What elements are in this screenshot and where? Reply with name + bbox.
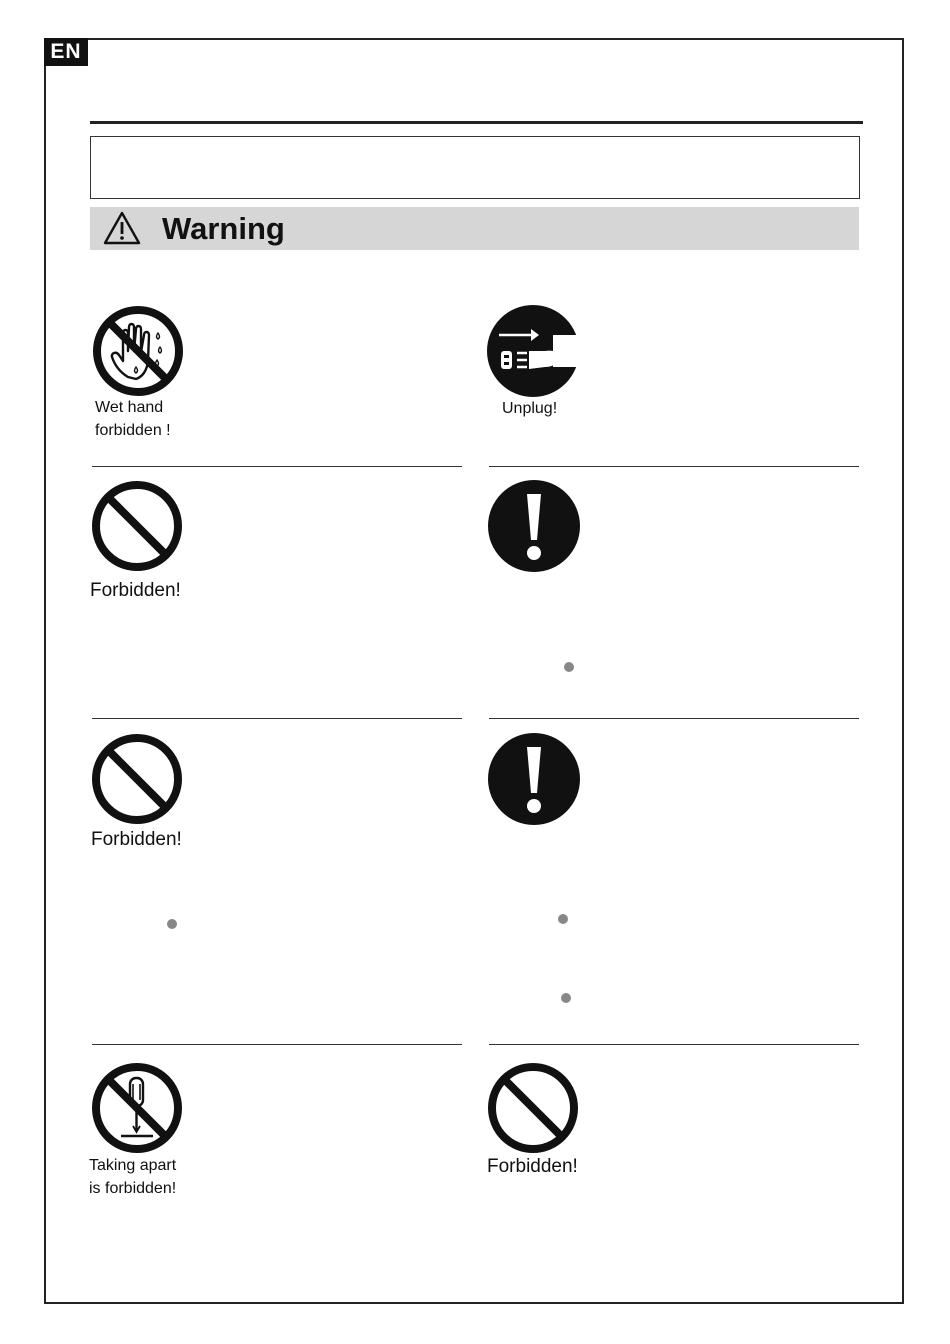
no-disassembly-label: Taking apart is forbidden!	[89, 1157, 177, 1197]
forbidden-icon	[91, 480, 183, 572]
no-disassembly-icon	[91, 1062, 183, 1154]
warning-title: Warning	[162, 211, 285, 246]
mandatory-exclamation-icon	[488, 480, 580, 572]
bullet-point	[167, 919, 177, 929]
bullet-point	[564, 662, 574, 672]
section-divider	[92, 466, 462, 467]
wet-hand-label: Wet hand forbidden !	[95, 399, 171, 439]
warning-triangle-icon	[103, 211, 141, 245]
mandatory-exclamation-icon	[488, 733, 580, 825]
forbidden-icon	[91, 733, 183, 825]
section-divider	[489, 1044, 859, 1045]
section-divider	[92, 718, 462, 719]
wet-hand-forbidden-icon	[92, 305, 184, 397]
language-badge: EN	[44, 38, 88, 66]
bullet-point	[558, 914, 568, 924]
forbidden-label: Forbidden!	[91, 829, 182, 850]
section-divider	[489, 718, 859, 719]
forbidden-label: Forbidden!	[90, 580, 181, 601]
section-divider	[489, 466, 859, 467]
header-rule	[90, 121, 863, 124]
notice-box	[90, 136, 860, 199]
forbidden-icon	[487, 1062, 579, 1154]
forbidden-label: Forbidden!	[487, 1156, 578, 1177]
unplug-label: Unplug!	[502, 400, 558, 417]
bullet-point	[561, 993, 571, 1003]
warning-bar	[90, 207, 859, 250]
unplug-icon	[487, 305, 579, 397]
section-divider	[92, 1044, 462, 1045]
